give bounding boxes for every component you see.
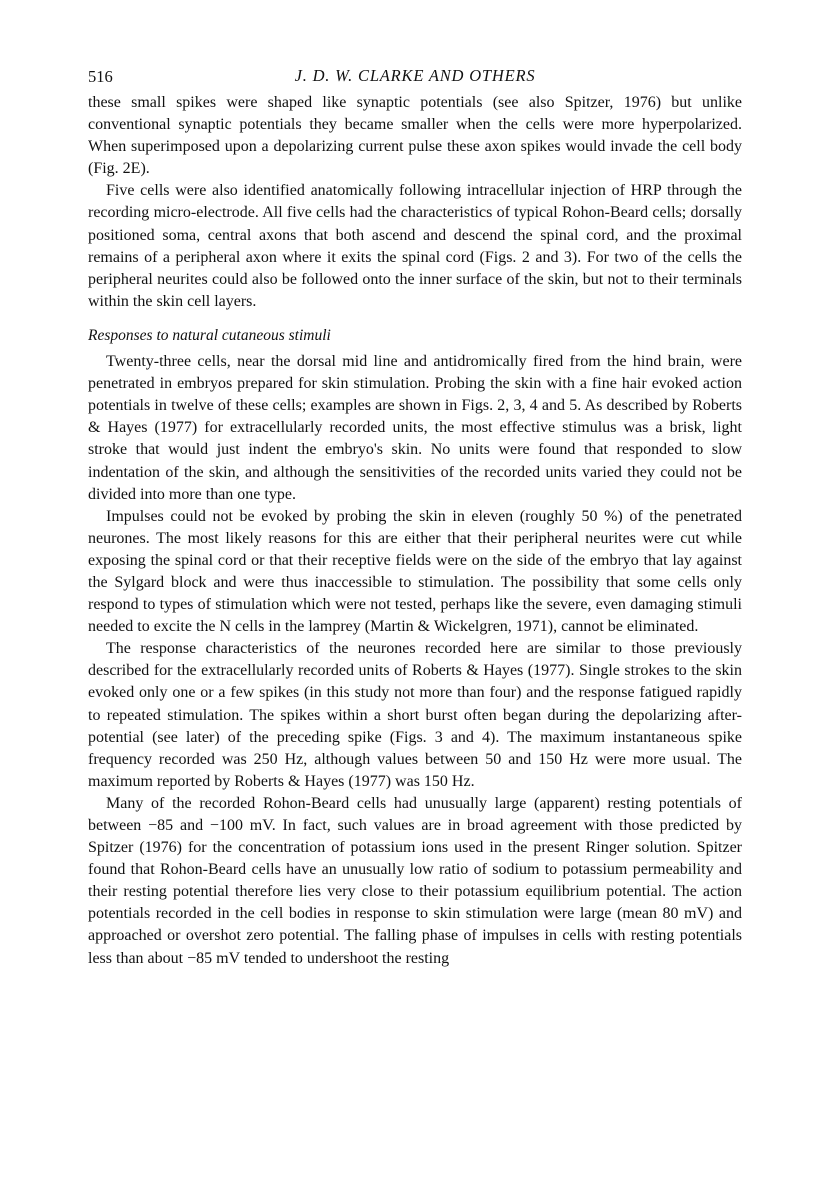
- page-header: [88, 62, 742, 92]
- paragraph-impulses-not-evoked: Impulses could not be evoked by probing the skin in eleven (roughly 50 %) of the penetrated neurones. The most likely reasons for this are either that their peripheral neurites were cut while exposing the spinal cord or that their receptive fields were on the side of the embryo that lay against the Sylgard block and were thus inaccessible to stimulation. The possibility that some cells only respond to types of stimulation which were not tested, perhaps like the severe, even damaging stimuli needed to excite the N cells in the lamprey (Martin & Wickelgren, 1971), cannot be eliminated.: [88, 507, 742, 636]
- paragraph-resting-potentials: Many of the recorded Rohon-Beard cells had unusually large (apparent) resting potentials of between −85 and −100 mV. In fact, such values are in broad agreement with those predicted by Spitzer (1976) for the concentration of potassium ions used in the present Ringer solution. Spitzer found that Rohon-Beard cells have an unusually low ratio of sodium to potassium permeability and their resting potential therefore lies very close to their potassium equilibrium potential. The action potentials recorded in the cell bodies in response to skin stimulation were large (mean 80 mV) and approached or overshot zero potential. The falling phase of impulses in cells with resting potentials less than about −85 mV tended to undershoot the resting: [88, 794, 742, 967]
- section-heading: Responses to natural cutaneous stimuli: [88, 326, 331, 344]
- paragraph-response-characteristics: The response characteristics of the neurones recorded here are similar to those previously described for the extracellularly recorded units of Roberts & Hayes (1977). Single strokes to the skin evoked only one or a few spikes (in this study not more than four) and the response fatigued rapidly to repeated stimulation. The spikes within a short burst often began during the depolarizing after-potential (see later) of the preceding spike (Figs. 3 and 4). The maximum instantaneous spike frequency recorded was 250 Hz, although values between 50 and 150 Hz were more usual. The maximum reported by Roberts & Hayes (1977) was 150 Hz.: [88, 640, 742, 790]
- paragraph-twenty-three-cells: Twenty-three cells, near the dorsal mid line and antidromically fired from the hind brain, were penetrated in embryos prepared for skin stimulation. Probing the skin with a fine hair evoked action potentials in twelve of these cells; examples are shown in Figs. 2, 3, 4 and 5. As described by Roberts & Hayes (1977) for extracellularly recorded units, the most effective stimulus was a brisk, light stroke that would just indent the embryo's skin. No units were found that responded to slow indentation of the skin, and although the sensitivities of the recorded units varied they could not be divided into more than one type.: [88, 353, 742, 503]
- paragraph-continued: these small spikes were shaped like synaptic potentials (see also Spitzer, 1976) but unlike conventional synaptic potentials they became smaller when the cells were more hyperpolarized. When superimposed upon a depolarizing current pulse these axon spikes would invade the cell body (Fig. 2E).: [88, 94, 742, 178]
- page-number: 516: [88, 67, 113, 86]
- running-head: J. D. W. CLARKE AND OTHERS: [294, 66, 536, 85]
- journal-page: [88, 62, 742, 970]
- paragraph-hrp-identification: Five cells were also identified anatomically following intracellular injection of HRP through the recording micro-electrode. All five cells had the characteristics of typical Rohon-Beard cells; dorsally positioned soma, central axons that both ascend and descend the spinal cord, and the proximal remains of a peripheral axon where it exits the spinal cord (Figs. 2 and 3). For two of the cells the peripheral neurites could also be followed onto the inner surface of the skin, but not to their terminals within the skin cell layers.: [88, 182, 742, 310]
